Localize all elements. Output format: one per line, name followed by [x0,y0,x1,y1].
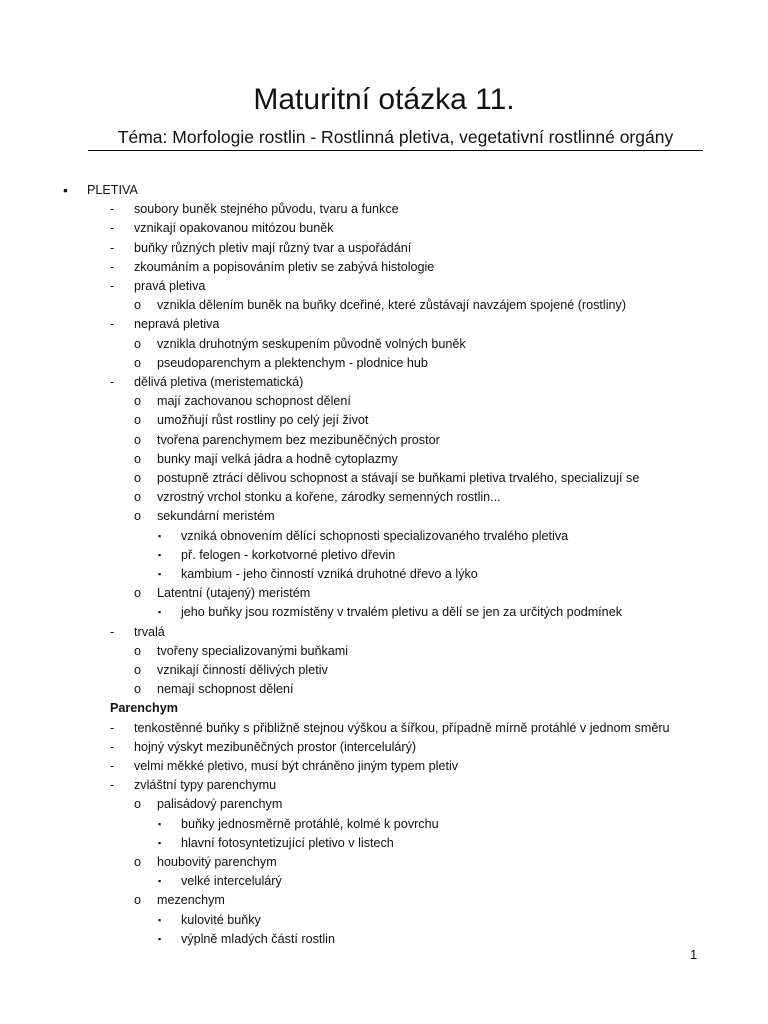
list-bullet: o [134,471,142,485]
list-item-text: vznikla druhotným seskupením původně volných buněk [157,336,466,351]
list-bullet: ▪ [158,837,162,848]
list-item-text: mezenchym [157,893,225,908]
list-item-text: velké intercelulárý [181,874,282,889]
list-item-text: kulovité buňky [181,912,261,927]
list-bullet: - [110,279,115,293]
list-item-text: umožňují růst rostliny po celý její život [157,413,369,428]
list-item-text: pravá pletiva [134,279,206,293]
list-bullet: o [134,413,142,428]
list-item-text: houbovitý parenchym [157,855,277,869]
list-bullet: - [110,221,115,236]
list-bullet: o [134,394,142,409]
list-bullet: o [134,797,142,812]
list-item-text: vznikají opakovanou mitózou buněk [134,221,334,236]
list-item-text: jeho buňky jsou rozmístěny v trvalém pletivu a dělí se jen za určitých podmínek [181,605,622,620]
list-bullet: - [110,317,115,332]
list-bullet: ▪ [158,549,162,560]
document-subtitle: Téma: Morfologie rostlin - Rostlinná pletiva, vegetativní rostlinné orgány [88,126,703,151]
list-bullet: • [63,182,68,198]
list-bullet: o [134,663,142,677]
list-item-text: zvláštní typy parenchymu [134,778,277,793]
list-bullet: o [134,643,142,658]
list-item-text: dělivá pletiva (meristematická) [134,375,304,389]
list-item-text: buňky různých pletiv mají různý tvar a uspořádání [134,240,412,255]
list-bullet: ▪ [158,530,162,541]
list-bullet: o [134,682,142,697]
list-item-text: nemají schopnost dělení [157,682,294,697]
list-item-text: velmi měkké pletivo, musí být chráněno jiným typem pletiv [134,759,459,773]
list-bullet: - [110,739,115,754]
list-bullet: o [134,451,142,466]
list-bullet: o [134,855,142,869]
list-item-text: palisádový parenchym [157,797,283,812]
document-title: Maturitní otázka 11. [253,83,515,116]
list-bullet: o [134,893,142,908]
list-bullet: o [134,432,142,447]
list-bullet: ▪ [158,569,162,579]
list-bullet: ▪ [158,933,162,944]
list-bullet: ▪ [158,818,162,829]
list-bullet: o [134,298,142,313]
list-item-text: Latentní (utajený) meristém [157,586,311,601]
list-item-text: buňky jednosměrně protáhlé, kolmé k povrchu [181,816,439,831]
list-item-text: vzrostný vrchol stonku a kořene, zárodky semenných rostlin... [157,490,501,505]
list-item-text: hlavní fotosyntetizující pletivo v listech [181,835,394,850]
list-bullet: - [110,759,115,773]
list-bullet: ▪ [158,607,162,618]
list-item-text: soubory buněk stejného původu, tvaru a funkce [134,202,399,217]
list-bullet: ▪ [158,914,162,925]
list-item-text: pseudoparenchym a plektenchym - plodnice hub [157,355,428,370]
list-bullet: - [110,778,115,793]
list-bullet: ▪ [158,876,162,887]
list-item-text: mají zachovanou schopnost dělení [157,394,351,409]
list-item-text: zkoumáním a popisováním pletiv se zabývá histologie [134,259,435,274]
list-item-text: sekundární meristém [157,509,275,524]
list-item-text: bunky mají velká jádra a hodně cytoplazmy [157,451,398,466]
list-item-text: nepravá pletiva [134,317,220,332]
list-bullet: o [134,355,142,370]
list-bullet: - [110,375,115,389]
list-bullet: - [110,624,115,639]
list-item-text: výplně mladých částí rostlin [181,931,335,946]
list-bullet: o [134,336,142,351]
list-item-text: trvalá [134,624,165,639]
section-heading: Parenchym [110,701,178,716]
page-number: 1 [690,947,698,962]
list-item-text: postupně ztrácí dělivou schopnost a stávají se buňkami pletiva trvalého, specializují se [157,471,640,485]
list-item-text: tvořeny specializovanými buňkami [157,643,349,658]
list-bullet: - [110,720,115,735]
list-item-text: př. felogen - korkotvorné pletivo dřevin [181,547,396,562]
list-item-text: hojný výskyt mezibuněčných prostor (intercelulárý) [134,739,417,754]
list-bullet: o [134,509,142,524]
list-item-text: tenkostěnné buňky s přibližně stejnou výškou a šířkou, případně mírně protáhlé v jednom směru [134,720,670,735]
list-item-text: vznikla dělením buněk na buňky dceřiné, které zůstávají navzájem spojené (rostliny) [157,298,627,313]
list-item-text: kambium - jeho činností vzniká druhotné dřevo a lýko [181,567,478,581]
list-item-text: vznikají činností dělivých pletiv [157,663,328,677]
list-bullet: - [110,240,115,255]
list-bullet: o [134,490,142,505]
list-bullet: o [134,586,142,601]
list-item-text: vzniká obnovením dělící schopnosti specializovaného trvalého pletiva [181,528,569,543]
list-item-text: PLETIVA [87,183,138,197]
list-bullet: - [110,259,115,274]
list-item-text: tvořena parenchymem bez mezibuněčných prostor [157,432,440,447]
list-bullet: - [110,202,115,217]
